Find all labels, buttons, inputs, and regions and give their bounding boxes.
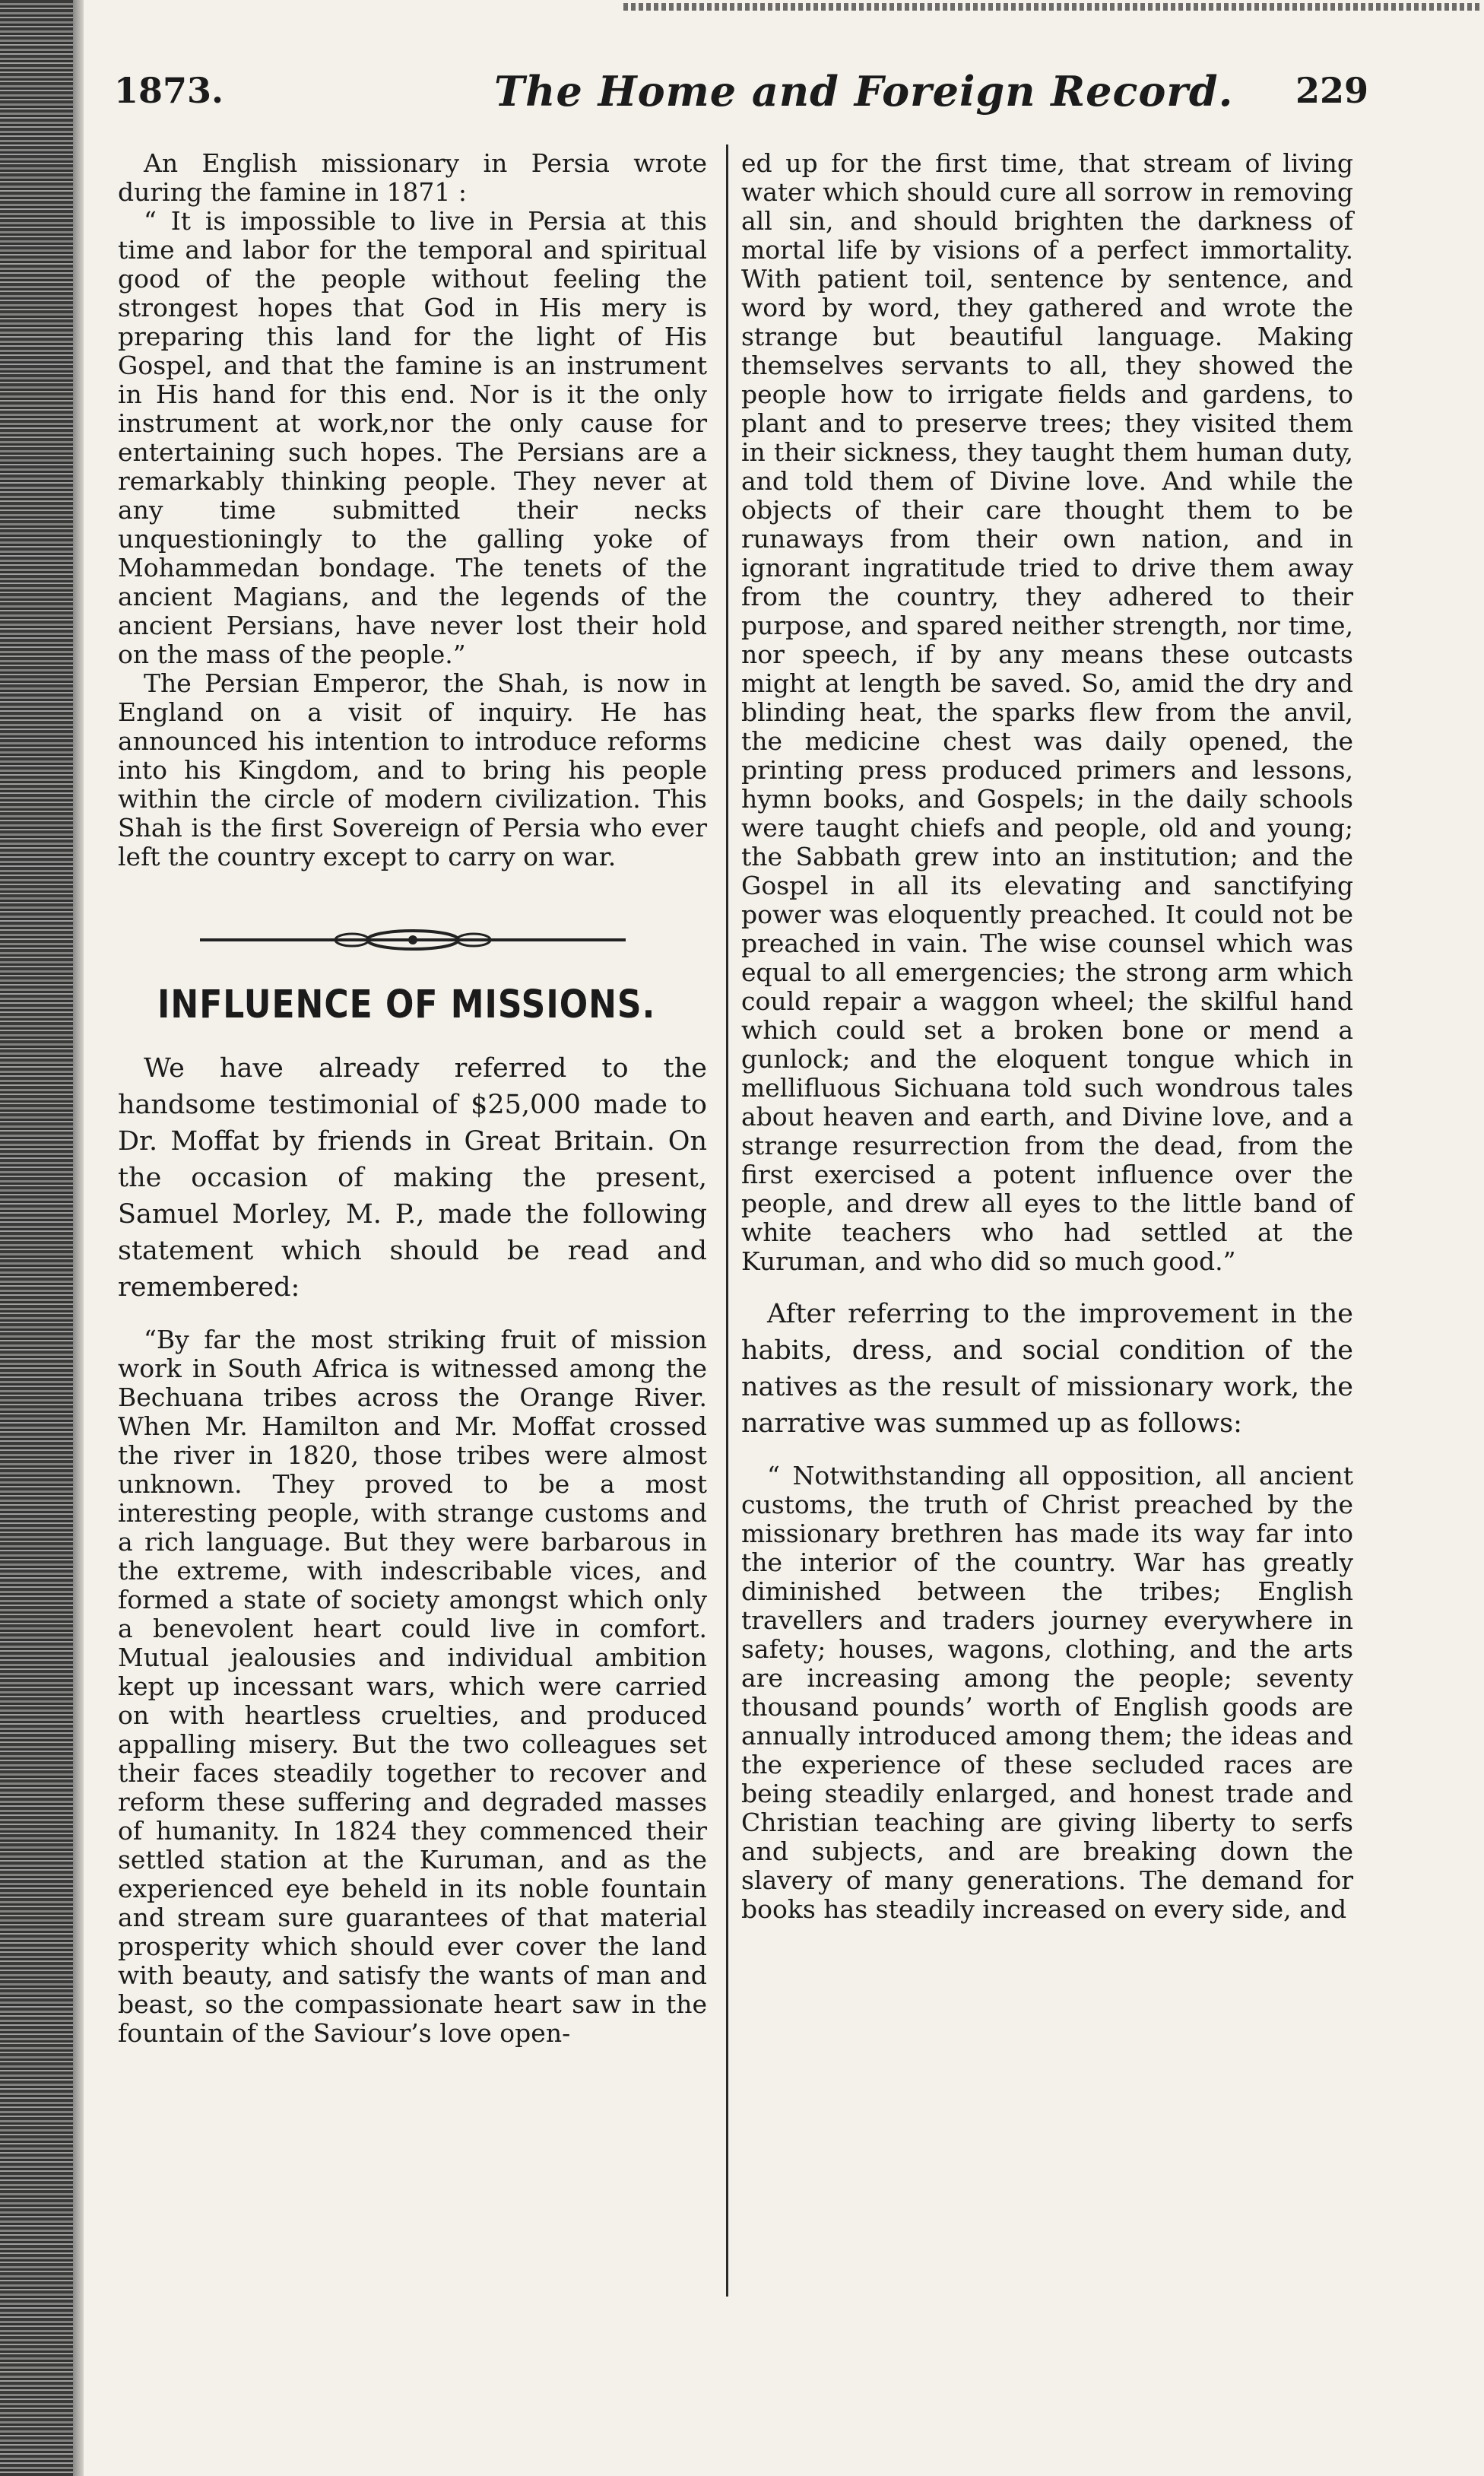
page-gutter-shadow — [73, 0, 84, 2476]
paragraph-persia-intro: An English missionary in Persia wrote during the famine in 1871 : — [118, 148, 707, 207]
page-number: 229 — [1295, 70, 1368, 111]
paragraph-persia-quote: “ It is impossible to live in Persia at this time and labor for the temporal and spiritual good of the people without feeling the strongest hopes that God in His mery is preparing this land for the light of His Gospel, and that the famine is an instrument in His hand for this end. Nor is it the only instrument at work,nor the only cause for entertaining such hopes. The Persians are a remarkably thinking people. They never at any time submitted their necks unquestioningly to the galling yoke of Mohammedan bondage. The tenets of the ancient Magians, and the legends of the ancient Persians, have never lost their hold on the mass of the people.” — [118, 206, 707, 669]
ornamental-divider — [200, 925, 626, 955]
page-header — [114, 67, 1368, 116]
left-column — [118, 149, 707, 2048]
book-binding-edge — [0, 0, 73, 2476]
top-rule — [623, 3, 1482, 11]
paragraph-notwithstanding-quote: “ Notwithstanding all opposition, all ancient customs, the truth of Christ preached by the missionary brethren has made its way far into the interior of the country. War has greatly diminished between the tribes; English travellers and traders journey everywhere in safety; houses, wagons, clothing, and the arts are increasing among the people; seventy thousand pounds’ worth of English goods are annually introduced among them; the ideas and the experience of these secluded races are being steadily enlarged, and honest trade and Christian teaching are giving liberty to serfs and subjects, and are breaking down the slavery of many generations. The demand for books has steadily increased on every side, and — [741, 1461, 1353, 1924]
section-title: INFLUENCE OF MISSIONS. — [157, 982, 656, 1027]
paragraph-shah: The Persian Emperor, the Shah, is now in England on a visit of inquiry. He has announced his intention to introduce reforms into his Kingdom, and to bring his people within the circle of modern civilization. This Shah is the first Sovereign of Persia who ever left the country except to carry on war. — [118, 668, 707, 871]
column-divider — [726, 144, 728, 2297]
paragraph-kuruman-continued: ed up for the first time, that stream of living water which should cure all sorrow in removing all sin, and should brighten the darkness of mortal life by visions of a perfect immortality. With patient toil, sentence by sentence, and word by word, they gathered and wrote the strange but beautiful language. Making themselves servants to all, they showed the people how to irrigate fields and gardens, to plant and to preserve trees; they visited them in their sickness, they taught them human duty, and told them of Divine love. And while the objects of their care thought them to be runaways from their own nation, and in ignorant ingratitude tried to drive them away from the country, they adhered to their purpose, and spared neither strength, nor time, nor speech, if by any means these outcasts might at length be saved. So, amid the dry and blinding heat, the sparks flew from the anvil, the medicine chest was daily opened, the printing press produced primers and lessons, hymn books, and Gospels; in the daily schools were taught chiefs and people, old and young; the Sabbath grew into an institution; and the Gospel in all its elevating and sanctifying power was eloquently preached. It could not be preached in vain. The wise counsel which was equal to all emergencies; the strong arm which could repair a waggon wheel; the skilful hand which could set a broken bone or mend a gunlock; and the eloquent tongue which in mellifluous Sichuana told such wondrous tales about heaven and earth, and Divine love, and a strange resurrection from the dead, from the first exercised a potent influence over the people, and drew all eyes to the little band of white teachers who had settled at the Kuruman, and who did so much good.” — [741, 148, 1353, 1276]
paragraph-bechuana-quote: “By far the most striking fruit of mission work in South Africa is witnessed among the Bechuana tribes across the Orange River. When Mr. Hamilton and Mr. Moffat crossed the river in 1820, those tribes were almost unknown. They proved to be a most interesting people, with strange customs and a rich language. But they were barbarous in the extreme, with indescribable vices, and formed a state of society amongst which only a benevolent heart could live in comfort. Mutual jealousies and individual ambition kept up incessant wars, which were carried on with heartless cruelties, and produced appalling misery. But the two colleagues set their faces steadily together to recover and reform these suffering and degraded masses of humanity. In 1824 they commenced their settled station at the Kuruman, and as the experienced eye beheld in its noble fountain and stream sure guarantees of that material prosperity which should ever cover the land with beauty, and satisfy the wants of man and beast, so the compassionate heart saw in the fountain of the Saviour’s love open- — [118, 1325, 707, 2048]
publication-title: The Home and Foreign Record. — [494, 67, 1234, 116]
right-column — [741, 149, 1353, 1924]
paragraph-moffat-testimonial: We have already referred to the handsome testimonial of $25,000 made to Dr. Moffat by friends in Great Britain. On the occasion of making the present, Samuel Morley, M. P., made the following statement which should be read and remembered: — [118, 1053, 707, 1303]
paragraph-narrative-summary: After referring to the improvement in the habits, dress, and social condition of the natives as the result of missionary work, the narrative was summed up as follows: — [741, 1299, 1353, 1439]
header-year: 1873. — [114, 70, 224, 111]
